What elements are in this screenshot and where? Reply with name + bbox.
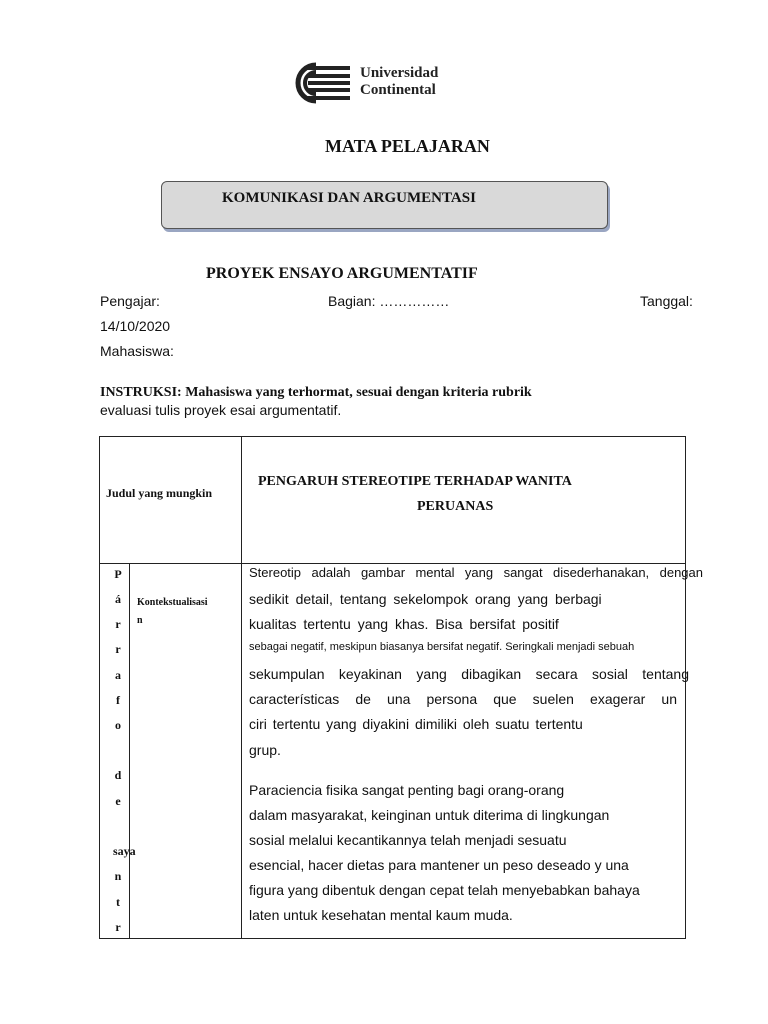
course-box [161,181,608,229]
vertical-letter: o [115,718,121,732]
paragraph-line: dalam masyarakat, keinginan untuk diterima di lingkungan [249,807,610,823]
vertical-letter: e [115,794,121,808]
instructions-line-1 [100,385,532,401]
paragraph-line: sebagai negatif, meskipun biasanya bersifat negatif. Seringkali menjadi sebuah [249,641,635,653]
paragraph-line: esencial, hacer dietas para mantener un peso deseado y una [249,857,629,873]
vertical-letter: r [115,642,121,656]
paragraph-line: Stereotip adalah gambar mental yang sangat disederhanakan, dengan [249,565,703,580]
vertical-letter: d [114,768,122,782]
vertical-letter: n [114,869,122,883]
vertical-letter: P [114,567,122,581]
vertical-letter: t [116,895,120,909]
course-name: KOMUNIKASI DAN ARGUMENTASI [222,190,476,206]
paragraph-line: kualitas tertentu yang khas. Bisa bersifat positif [249,616,559,632]
context-label-1: Kontekstualisasi [137,597,208,608]
university-logo-icon [286,62,352,104]
paragraph-line: Paraciencia fisika sangat penting bagi orang-orang [249,782,565,798]
date-label: Tanggal: [640,293,693,309]
vertical-extra-word: saya [113,844,136,858]
essay-title-line-2: PERUANAS [417,499,494,514]
student-label: Mahasiswa: [100,343,174,359]
university-logo [286,62,466,106]
vertical-letter: r [115,920,121,934]
teacher-label: Pengajar: [100,293,160,309]
vertical-letter: r [115,617,121,631]
instructions-text-1: Mahasiswa yang terhormat, sesuai dengan kriteria rubrik [181,385,532,400]
logo-line-2: Continental [360,82,436,98]
paragraph-line: sedikit detail, tentang sekelompok orang yang berbagi [249,591,602,607]
section-label: Bagian: …………… [328,293,450,309]
vertical-letter: a [115,668,121,682]
vertical-letter: f [116,693,120,707]
paragraph-line: ciri tertentu yang diyakini dimiliki oleh suatu tertentu [249,716,583,732]
logo-line-1: Universidad [360,65,439,81]
paragraph-line: laten untuk kesehatan mental kaum muda. [249,907,513,923]
essay-title-line-1: PENGARUH STEREOTIPE TERHADAP WANITA [258,474,572,489]
subject-heading: MATA PELAJARAN [325,136,490,156]
date-value: 14/10/2020 [100,318,171,334]
title-label: Judul yang mungkin [106,486,213,500]
instructions-label: INSTRUKSI: [100,385,182,400]
vertical-letter: á [115,592,121,606]
paragraph-line: sosial melalui kecantikannya telah menjadi sesuatu [249,832,567,848]
instructions-line-2: evaluasi tulis proyek esai argumentatif. [100,402,342,418]
project-title: PROYEK ENSAYO ARGUMENTATIF [206,265,478,282]
paragraph-line: grup. [249,742,281,758]
context-label-2: n [137,615,143,626]
paragraph-line: figura yang dibentuk dengan cepat telah menyebabkan bahaya [249,882,640,898]
paragraph-line: características de una persona que suelen exagerar un [249,691,677,707]
paragraph-line: sekumpulan keyakinan yang dibagikan secara sosial tentang [249,666,689,682]
